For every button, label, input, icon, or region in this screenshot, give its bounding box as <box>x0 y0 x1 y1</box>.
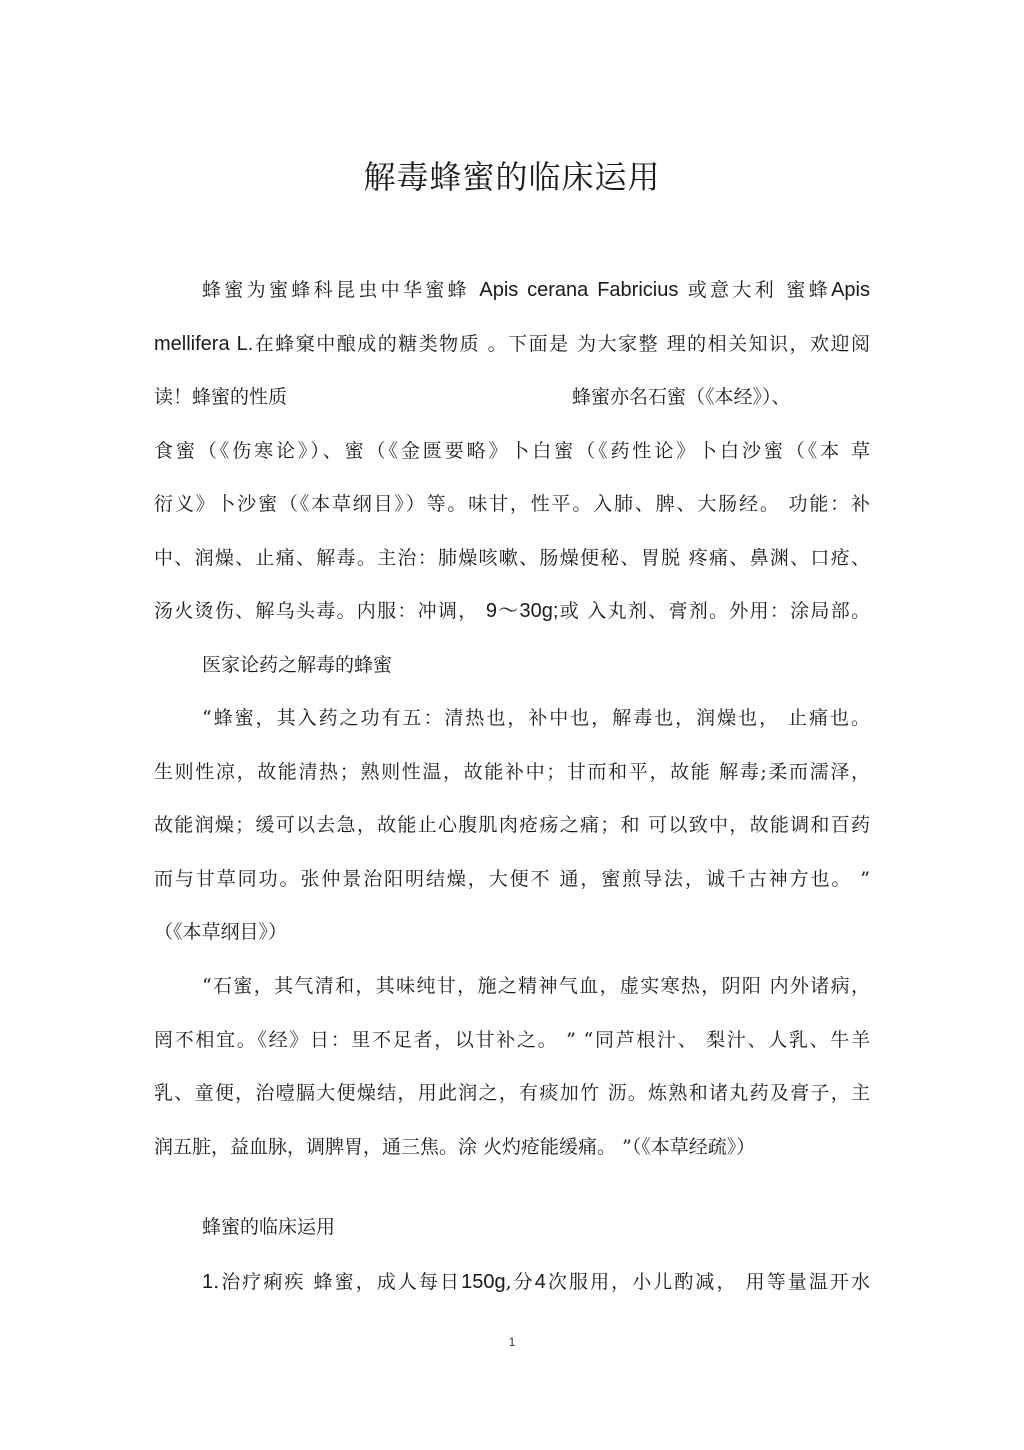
paragraph-line-6: 中、润燥、止痛、解毒。主治：肺燥咳嗽、肠燥便秘、胃脱 疼痛、鼻渊、口疮、 <box>154 547 870 569</box>
text-run: 或 入丸剂、膏剂。外用：涂局部。 <box>558 600 870 622</box>
quote-line-1: “蜂蜜，其入药之功有五：清热也，补中也，解毒也，润燥也， 止痛也。 <box>202 707 870 729</box>
paragraph-line-1 <box>202 275 870 305</box>
text-run: .治疗痢疾 蜂蜜，成人每日 <box>213 1271 462 1293</box>
list-item-1 <box>202 1267 870 1297</box>
count: 4 <box>534 1271 546 1293</box>
document-title: 解毒蜂蜜的临床运用 <box>363 158 661 196</box>
paragraph-line-2 <box>154 329 870 359</box>
text-run: 汤火烫伤、解乌头毒。内服：冲调， <box>154 600 479 622</box>
item-number: 1 <box>202 1271 214 1293</box>
quote-line-2: 生则性凉，故能清热；熟则性温，故能补中；甘而和平，故能 解毒;柔而濡泽， <box>154 761 870 783</box>
quote2-line-2: 罔不相宜。《经》日：里不足者，以甘补之。 ” “同芦根汁、 梨汁、人乳、牛羊 <box>154 1029 870 1051</box>
quote2-line-4: 润五脏，益血脉，调脾胃，通三焦。涂 火灼疮能缓痛。 ”（《本草经疏》） <box>154 1136 756 1158</box>
text-run: 在蜂窠中酿成的糖类物质 。下面是 为大家整 理的相关知识，欢迎阅 <box>253 333 871 355</box>
latin-name: mellifera L. <box>154 333 254 355</box>
paragraph-line-5: 衍义》卜沙蜜（《本草纲目》）等。味甘，性平。入肺、脾、大肠经。 功能：补 <box>154 493 870 515</box>
quote2-line-3: 乳、童便，治噎膈大便燥结，用此润之，有痰加竹 沥。炼熟和诸丸药及膏子，主 <box>154 1082 870 1104</box>
citation: （《本草纲目》） <box>154 921 288 943</box>
section-heading: 医家论药之解毒的蜂蜜 <box>202 654 393 676</box>
text-run: 次服用，小儿酌减， 用等量温开水 <box>545 1271 870 1293</box>
dosage: 150g <box>461 1271 506 1293</box>
page-number: 1 <box>508 1335 516 1349</box>
dosage: 9～30g; <box>485 600 559 622</box>
text-run: ,分 <box>505 1271 535 1293</box>
quote-line-3: 故能润燥；缓可以去急，故能止心腹肌肉疮疡之痛；和 可以致中，故能调和百药 <box>154 814 870 836</box>
latin-name: Apis cerana Fabricius <box>479 279 679 301</box>
text-run: 蜂蜜为蜜蜂科昆虫中华蜜蜂 <box>202 279 470 301</box>
quote2-line-1: “石蜜，其气清和，其味纯甘，施之精神气血，虚实寒热，阴阳 内外诸病， <box>202 975 870 997</box>
paragraph-line-7 <box>154 596 870 626</box>
text-run: 或意大利 蜜蜂 <box>687 279 832 301</box>
text-run: 蜂蜜亦名石蜜（《本经》）、 <box>572 386 791 408</box>
text-run: 读！蜂蜜的性质 <box>154 386 288 408</box>
paragraph-line-4: 食蜜（《伤寒论》）、蜜（《金匮要略》卜白蜜（《药性论》卜白沙蜜（《本 草 <box>154 440 870 462</box>
quote-line-4: 而与甘草同功。张仲景治阳明结燥，大便不 通，蜜煎导法，诚千古神方也。 ” <box>154 868 870 890</box>
latin-name: Apis <box>831 279 870 301</box>
paragraph-line-3 <box>154 382 870 412</box>
section-heading-clinical: 蜂蜜的临床运用 <box>202 1216 336 1238</box>
